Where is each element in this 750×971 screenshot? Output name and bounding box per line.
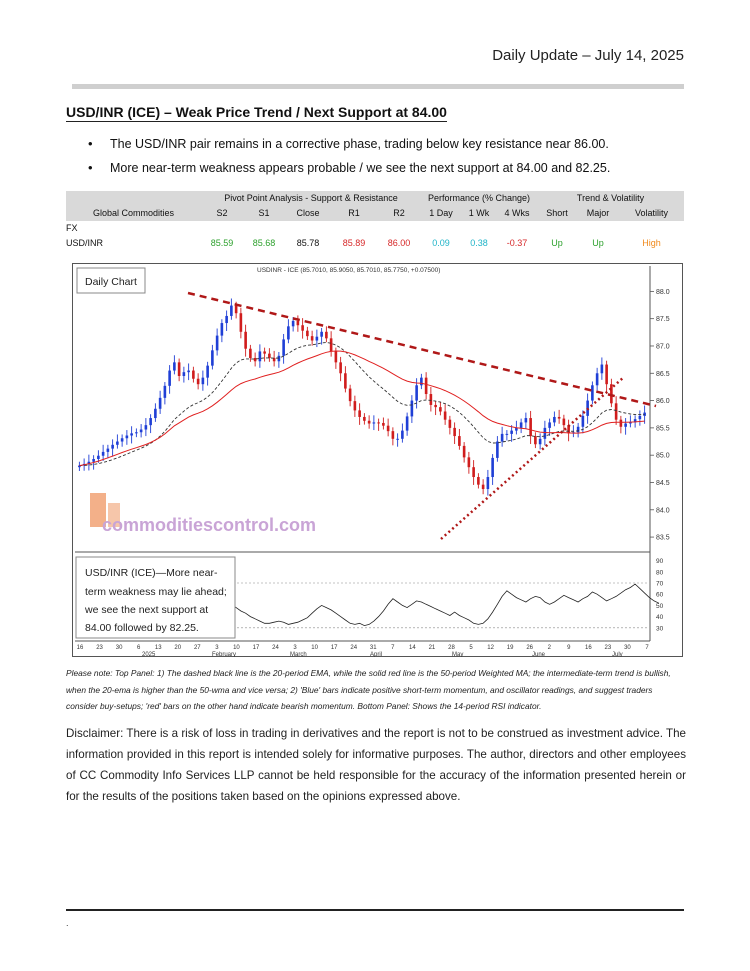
- date-tick-label: 13: [154, 645, 162, 651]
- r1-value: 85.89: [342, 238, 366, 248]
- candle-body: [420, 378, 423, 386]
- report-title: USD/INR (ICE) – Weak Price Trend / Next Support at 84.00: [66, 104, 447, 120]
- short-trend: Up: [551, 238, 563, 248]
- candle-body: [97, 456, 100, 459]
- candle-body: [624, 424, 627, 427]
- pivot-group-header: Pivot Point Analysis - Support & Resistance: [201, 191, 421, 206]
- candle-body: [444, 412, 447, 420]
- date-tick-label: 24: [272, 645, 279, 651]
- rsi-tick-label: 60: [656, 591, 664, 599]
- rsi-tick-label: 50: [656, 602, 664, 610]
- candle-body: [344, 373, 347, 388]
- candle-body: [102, 452, 105, 456]
- candle-body: [168, 371, 171, 386]
- candle-body: [92, 459, 95, 462]
- four-week-change: -0.37: [506, 238, 528, 248]
- column-header: Global Commodities: [66, 206, 201, 221]
- date-tick-label: 30: [624, 645, 631, 651]
- candle-body: [449, 420, 452, 428]
- price-tick-label: 85.5: [656, 425, 670, 433]
- month-label: February: [212, 652, 237, 657]
- candle-body: [197, 379, 200, 384]
- price-chart: [72, 263, 683, 657]
- candle-body: [126, 436, 129, 439]
- candle-body: [620, 420, 623, 427]
- table-section-row: [66, 221, 684, 236]
- candle-body: [520, 422, 523, 427]
- candle-body: [183, 372, 186, 376]
- major-trend: Up: [592, 238, 604, 248]
- candle-body: [434, 405, 437, 407]
- date-tick-label: 16: [585, 645, 592, 651]
- candle-body: [311, 336, 314, 340]
- candle-body: [577, 427, 580, 432]
- callout-line: term weakness may lie ahead;: [85, 586, 227, 598]
- candle-body: [301, 325, 304, 330]
- candle-body: [411, 401, 414, 417]
- candle-body: [278, 356, 281, 361]
- candle-body: [548, 422, 551, 427]
- candle-body: [525, 418, 528, 422]
- candle-body: [135, 432, 138, 433]
- candle-body: [373, 422, 376, 423]
- candle-body: [392, 431, 395, 439]
- one-week-change: 0.38: [470, 238, 488, 248]
- candle-body: [582, 416, 585, 427]
- price-tick-label: 85.0: [656, 452, 670, 460]
- rsi-tick-label: 70: [656, 580, 664, 588]
- date-tick-label: 10: [311, 645, 318, 651]
- column-header: S1: [243, 206, 285, 221]
- candle-body: [458, 436, 461, 446]
- candle-body: [335, 351, 338, 362]
- candle-body: [111, 445, 114, 449]
- pivot-table: [66, 191, 684, 251]
- disclaimer: Disclaimer: There is a risk of loss in trading in derivatives and the report is not to be construed as investment advice. The information provided in this report is intended solely for informative purposes. The author, directors and other employees of CC Commodity Info Services LLP cannot be held responsible for the accuracy of the information presented herein or for the results of the positions taken based on the opinions expressed above.: [66, 727, 686, 803]
- price-tick-label: 87.5: [656, 316, 670, 324]
- date-tick-label: 19: [506, 645, 514, 651]
- trend-group-header: Trend & Volatility: [537, 191, 684, 206]
- candle-body: [382, 423, 385, 426]
- candle-body: [487, 477, 490, 489]
- candle-body: [415, 385, 418, 400]
- date-tick-label: 3: [293, 645, 297, 651]
- candle-body: [130, 433, 133, 435]
- candle-body: [387, 426, 390, 431]
- candle-body: [354, 401, 357, 410]
- report-date: Daily Update – July 14, 2025: [492, 47, 684, 64]
- candle-body: [463, 446, 466, 457]
- candle-body: [615, 403, 618, 419]
- performance-group-header: Performance (% Change): [421, 191, 537, 206]
- table-group-header-row: [66, 191, 684, 206]
- date-tick-label: 6: [136, 645, 141, 651]
- candle-body: [225, 316, 228, 323]
- candle-body: [482, 485, 485, 489]
- column-header: R2: [377, 206, 421, 221]
- candle-body: [472, 467, 475, 477]
- date-tick-label: 2: [547, 645, 551, 651]
- candle-body: [211, 350, 214, 365]
- candle-body: [268, 354, 271, 358]
- candle-body: [368, 421, 371, 424]
- r2-value: 86.00: [387, 238, 411, 248]
- candle-body: [563, 419, 566, 426]
- candle-body: [425, 378, 428, 394]
- date-tick-label: 14: [409, 645, 416, 651]
- candle-body: [116, 442, 119, 445]
- price-tick-label: 86.0: [656, 398, 670, 406]
- candle-body: [263, 351, 266, 353]
- callout-line: USD/INR (ICE)—More near-: [85, 567, 218, 579]
- price-tick-label: 87.0: [656, 343, 670, 351]
- candle-body: [292, 321, 295, 326]
- month-label: May: [452, 652, 464, 657]
- candle-body: [496, 442, 499, 458]
- candle-body: [192, 371, 195, 379]
- column-header: Short: [537, 206, 577, 221]
- candle-body: [529, 418, 532, 436]
- watermark-text: commoditiescontrol.com: [102, 515, 317, 535]
- date-tick-label: 3: [215, 645, 219, 651]
- candle-body: [539, 439, 542, 444]
- candle-body: [320, 332, 323, 337]
- candle-body: [506, 434, 509, 435]
- volatility-value: High: [642, 238, 661, 248]
- price-tick-label: 84.0: [656, 507, 670, 515]
- column-header: S2: [201, 206, 243, 221]
- column-header: Volatility: [619, 206, 684, 221]
- candle-body: [297, 321, 300, 325]
- chart-label: Daily Chart: [85, 276, 137, 288]
- candle-body: [401, 431, 404, 439]
- date-tick-label: 5: [469, 645, 473, 651]
- candle-body: [216, 336, 219, 351]
- month-label: April: [370, 652, 383, 657]
- date-tick-label: 17: [330, 645, 338, 651]
- candle-body: [339, 362, 342, 373]
- date-tick-label: 7: [645, 645, 649, 651]
- month-label: 2025: [142, 652, 156, 657]
- date-tick-label: 21: [428, 645, 436, 651]
- date-tick-label: 12: [487, 645, 494, 651]
- candle-body: [544, 428, 547, 439]
- table-row: [66, 236, 684, 251]
- price-tick-label: 88.0: [656, 288, 670, 296]
- rsi-tick-label: 30: [656, 625, 664, 633]
- date-tick-label: 27: [193, 645, 201, 651]
- price-tick-label: 84.5: [656, 479, 670, 487]
- column-header: R1: [331, 206, 377, 221]
- month-label: March: [290, 652, 307, 657]
- footer-mark: .: [66, 918, 69, 928]
- month-label: June: [532, 652, 546, 657]
- candle-body: [363, 417, 366, 421]
- candle-body: [306, 331, 309, 336]
- date-tick-label: 28: [448, 645, 455, 651]
- candle-body: [501, 434, 504, 442]
- footer-divider: [66, 909, 684, 911]
- candle-body: [396, 439, 399, 440]
- date-tick-label: 23: [604, 645, 612, 651]
- close-value: 85.78: [296, 238, 320, 248]
- callout-line: 84.00 followed by 82.25.: [85, 622, 199, 634]
- date-tick-label: 7: [391, 645, 395, 651]
- date-tick-label: 23: [96, 645, 103, 651]
- candle-body: [534, 436, 537, 444]
- rsi-tick-label: 90: [656, 558, 664, 566]
- candle-body: [221, 323, 224, 336]
- candle-body: [439, 407, 442, 411]
- candle-body: [377, 422, 380, 423]
- s1-value: 85.68: [252, 238, 276, 248]
- candle-body: [282, 339, 285, 355]
- date-tick-label: 31: [369, 645, 377, 651]
- candle-body: [154, 409, 157, 418]
- callout-line: we see the next support at: [85, 604, 209, 616]
- candle-body: [159, 398, 162, 409]
- date-tick-label: 17: [252, 645, 260, 651]
- candle-body: [558, 417, 561, 419]
- summary-bullets: [88, 134, 610, 182]
- column-header: Major: [577, 206, 619, 221]
- candle-body: [121, 438, 124, 441]
- candle-body: [254, 358, 257, 361]
- candle-body: [639, 416, 642, 419]
- date-tick-label: 16: [76, 645, 84, 651]
- s2-value: 85.59: [210, 238, 234, 248]
- column-header: 4 Wks: [497, 206, 537, 221]
- candle-body: [349, 389, 352, 402]
- rsi-tick-label: 80: [656, 569, 664, 577]
- chart-footnote: Please note: Top Panel: 1) The dashed black line is the 20-period EMA, while the solid red line is the 50-period Weighted MA; the intermediate-term trend is bullish, when the 20-ema is higher than the 50-wma and vice versa; 2) 'Blue' bars indicate positive short-term momentum, and oscillator readings, and suggest traders consider buy-setups; 'red' bars on the other hand indicate bearish momentum. Bottom Panel: Shows the 14-period RSI indicator.: [66, 668, 671, 711]
- candle-body: [145, 425, 148, 429]
- candle-body: [287, 326, 290, 339]
- column-header: 1 Day: [421, 206, 461, 221]
- candle-body: [164, 386, 167, 398]
- commodity-name: USD/INR: [66, 238, 104, 248]
- chart-label-box: [77, 268, 145, 293]
- candle-body: [553, 417, 556, 422]
- column-header: 1 Wk: [461, 206, 497, 221]
- candle-body: [596, 373, 599, 385]
- candle-body: [140, 430, 143, 433]
- one-day-change: 0.09: [432, 238, 450, 248]
- candle-body: [259, 351, 262, 361]
- column-header: Close: [285, 206, 331, 221]
- bullet-item: • The USD/INR pair remains in a corrective phase, trading below key resistance near 86.00.: [88, 134, 610, 158]
- candle-body: [510, 431, 513, 434]
- candle-body: [240, 313, 243, 332]
- candle-body: [202, 378, 205, 385]
- candle-body: [244, 332, 247, 349]
- candle-body: [601, 365, 604, 374]
- header-divider: [72, 84, 684, 89]
- date-tick-label: 30: [115, 645, 123, 651]
- candle-body: [330, 338, 333, 351]
- candle-body: [249, 349, 252, 358]
- candle-body: [468, 457, 471, 467]
- date-tick-label: 10: [233, 645, 240, 651]
- candle-body: [605, 365, 608, 385]
- candle-body: [173, 362, 176, 370]
- candle-body: [187, 371, 190, 373]
- candle-body: [325, 332, 328, 339]
- callout-box: [76, 557, 235, 638]
- candle-body: [149, 418, 152, 425]
- date-tick-label: 20: [174, 645, 182, 651]
- candle-body: [477, 477, 480, 485]
- price-tick-label: 86.5: [656, 370, 670, 378]
- candle-body: [235, 306, 238, 314]
- table-column-header-row: [66, 206, 684, 221]
- candle-body: [206, 366, 209, 378]
- candle-body: [107, 449, 110, 452]
- candle-body: [491, 458, 494, 477]
- candle-body: [230, 306, 233, 316]
- candle-body: [178, 362, 181, 376]
- series-caption: USDINR - ICE (85.7010, 85.9050, 85.7010, 85.7750, +0.07500): [257, 267, 441, 274]
- date-tick-label: 26: [526, 645, 534, 651]
- candle-body: [430, 394, 433, 405]
- candle-body: [316, 337, 319, 341]
- price-tick-label: 83.5: [656, 534, 670, 542]
- date-tick-label: 24: [350, 645, 358, 651]
- candle-body: [453, 428, 456, 436]
- candle-body: [591, 385, 594, 400]
- date-tick-label: 9: [567, 645, 571, 651]
- candle-body: [406, 416, 409, 430]
- candle-body: [358, 410, 361, 417]
- section-label: FX: [66, 223, 78, 233]
- bullet-item: • More near-term weakness appears probable / we see the next support at 84.00 and 82.25.: [88, 158, 610, 182]
- rsi-tick-label: 40: [656, 614, 664, 622]
- month-label: July: [612, 652, 623, 657]
